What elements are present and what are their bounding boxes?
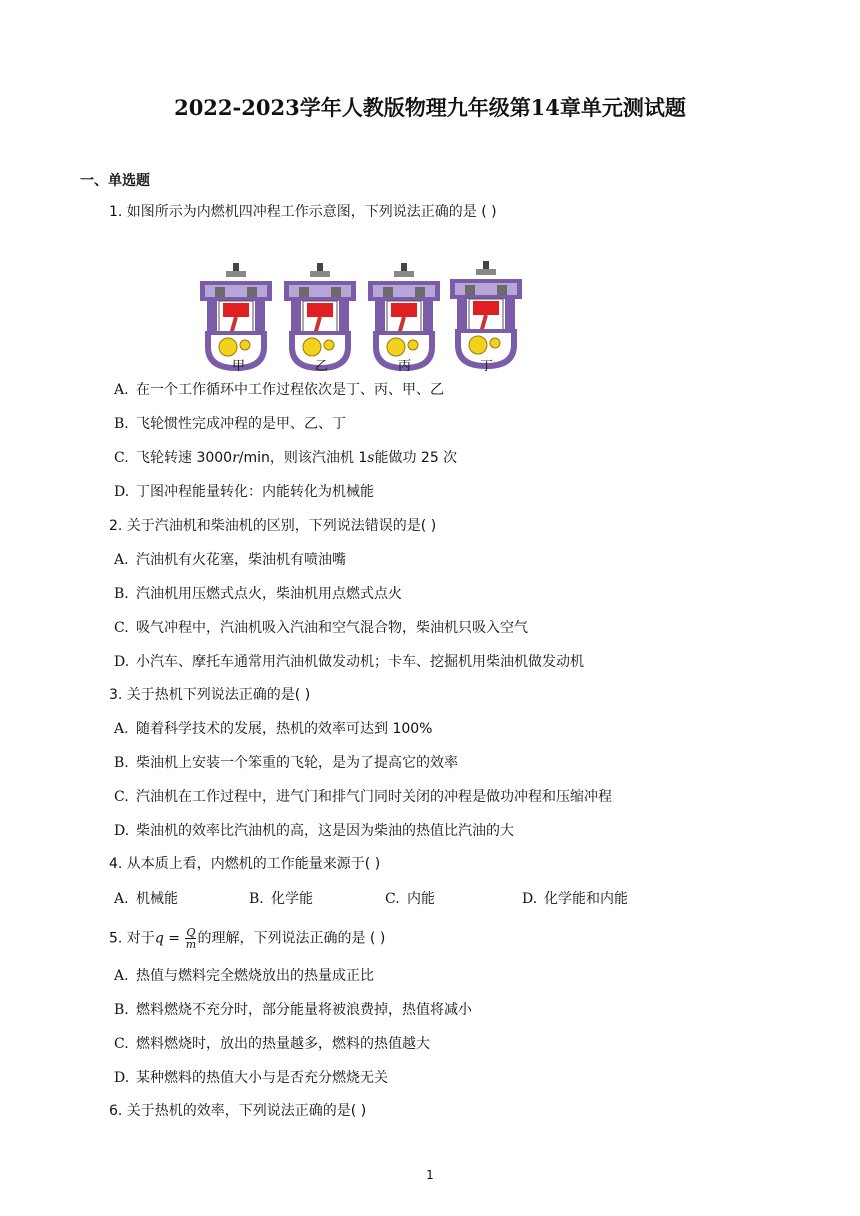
question-2-option-c[interactable]: C. 吸气冲程中，汽油机吸入汽油和空气混合物，柴油机只吸入空气 <box>114 620 528 636</box>
question-5-stem: 5. 对于q = $\frac{Q}{m}$ 的理解，下列说法正确的是 ( ) <box>109 926 386 951</box>
engine-label-jia: 甲 <box>232 359 246 374</box>
question-4-option-c[interactable]: C. 内能 <box>385 891 435 907</box>
question-5-option-a[interactable]: A. 热值与燃料完全燃烧放出的热量成正比 <box>114 968 374 984</box>
question-1-option-a[interactable]: A. 在一个工作循环中工作过程依次是丁、丙、甲、乙 <box>114 382 444 398</box>
question-4-option-b[interactable]: B. 化学能 <box>249 891 313 907</box>
engine-label-bing: 丙 <box>398 359 412 374</box>
question-2-option-a[interactable]: A. 汽油机有火花塞，柴油机有喷油嘴 <box>114 552 346 568</box>
page-title: 2022-2023学年人教版物理九年级第14章单元测试题 <box>174 95 686 120</box>
engine-label-yi: 乙 <box>315 359 329 374</box>
question-6-stem: 6. 关于热机的效率，下列说法正确的是( ) <box>109 1103 367 1119</box>
question-2-option-d[interactable]: D. 小汽车、摩托车通常用汽油机做发动机；卡车、挖掘机用柴油机做发动机 <box>114 654 584 670</box>
engine-label-ding: 丁 <box>480 359 494 374</box>
question-3-option-b[interactable]: B. 柴油机上安装一个笨重的飞轮，是为了提高它的效率 <box>114 755 458 771</box>
question-3-option-a[interactable]: A. 随着科学技术的发展，热机的效率可达到 100% <box>114 721 433 737</box>
question-4-stem: 4. 从本质上看，内燃机的工作能量来源于( ) <box>109 856 381 872</box>
question-3-option-c[interactable]: C. 汽油机在工作过程中，进气门和排气门同时关闭的冲程是做功冲程和压缩冲程 <box>114 789 612 805</box>
question-1-option-c[interactable]: C. 飞轮转速 3000r/min，则该汽油机 1s能做功 25 次 <box>114 450 458 466</box>
question-2-stem: 2. 关于汽油机和柴油机的区别，下列说法错误的是( ) <box>109 518 437 534</box>
question-1-stem: 1. 如图所示为内燃机四冲程工作示意图，下列说法正确的是 ( ) <box>109 204 497 220</box>
question-2-option-b[interactable]: B. 汽油机用压燃式点火，柴油机用点燃式点火 <box>114 586 402 602</box>
formula-fraction: $\frac{Q}{m}$ <box>185 926 197 951</box>
question-5-option-c[interactable]: C. 燃料燃烧时，放出的热量越多，燃料的热值越大 <box>114 1036 430 1052</box>
question-1-option-b[interactable]: B. 飞轮惯性完成冲程的是甲、乙、丁 <box>114 416 346 432</box>
page-number: 1 <box>426 1168 434 1182</box>
question-3-stem: 3. 关于热机下列说法正确的是( ) <box>109 687 311 703</box>
engine-strokes-figure <box>195 245 525 373</box>
section-heading: 一、单选题 <box>80 173 150 189</box>
question-5-option-b[interactable]: B. 燃料燃烧不充分时，部分能量将被浪费掉，热值将减小 <box>114 1002 472 1018</box>
question-3-option-d[interactable]: D. 柴油机的效率比汽油机的高，这是因为柴油的热值比汽油的大 <box>114 823 514 839</box>
question-1-option-d[interactable]: D. 丁图冲程能量转化：内能转化为机械能 <box>114 484 374 500</box>
formula-variable: q <box>154 930 164 947</box>
question-4-option-a[interactable]: A. 机械能 <box>114 891 178 907</box>
question-4-option-d[interactable]: D. 化学能和内能 <box>522 891 628 907</box>
question-5-option-d[interactable]: D. 某种燃料的热值大小与是否充分燃烧无关 <box>114 1070 388 1086</box>
